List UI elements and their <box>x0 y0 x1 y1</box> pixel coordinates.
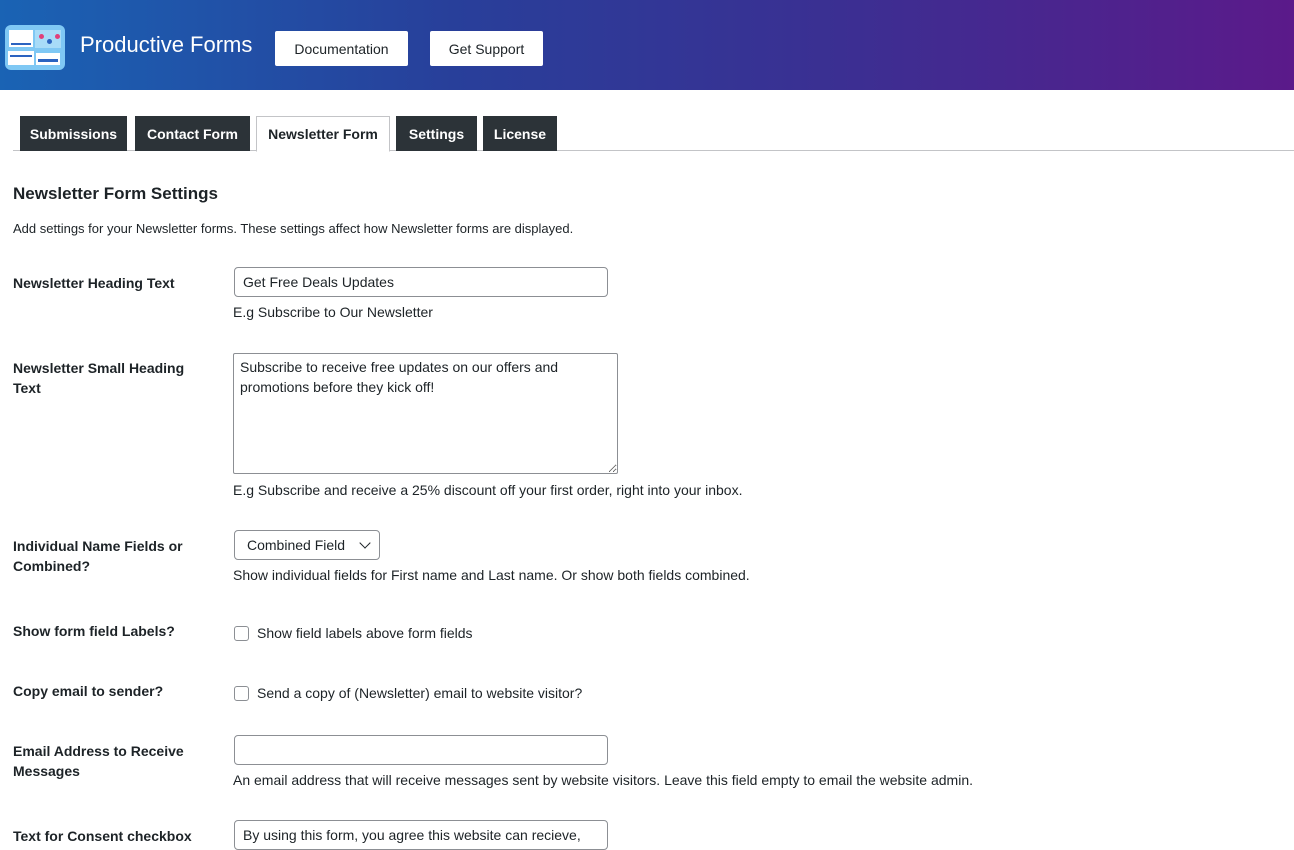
name-fields-label: Individual Name Fields or Combined? <box>13 538 183 574</box>
show-labels-checkbox-label[interactable]: Show field labels above form fields <box>257 625 473 641</box>
heading-text-label: Newsletter Heading Text <box>13 275 175 291</box>
tab-submissions[interactable]: Submissions <box>20 116 127 151</box>
receive-email-help: An email address that will receive messages sent by website visitors. Leave this field empty to email the website admin. <box>233 772 974 788</box>
consent-input[interactable]: By using this form, you agree this website can recieve, <box>234 820 608 850</box>
settings-tabs <box>13 115 1294 151</box>
consent-label: Text for Consent checkbox <box>13 828 192 844</box>
tab-newsletter-form[interactable]: Newsletter Form <box>256 116 390 152</box>
show-labels-checkbox[interactable] <box>234 626 249 641</box>
show-labels-label: Show form field Labels? <box>13 623 175 639</box>
heading-text-input[interactable]: Get Free Deals Updates <box>234 267 608 297</box>
name-fields-select[interactable] <box>234 530 380 560</box>
section-title: Newsletter Form Settings <box>13 184 218 203</box>
tab-contact-form[interactable]: Contact Form <box>135 116 250 151</box>
receive-email-input[interactable] <box>234 735 608 765</box>
copy-email-checkbox-label[interactable]: Send a copy of (Newsletter) email to website visitor? <box>257 685 583 701</box>
name-fields-help: Show individual fields for First name and Last name. Or show both fields combined. <box>233 567 750 583</box>
small-heading-label: Newsletter Small Heading Text <box>13 360 185 396</box>
copy-email-label: Copy email to sender? <box>13 683 164 699</box>
documentation-button[interactable]: Documentation <box>275 31 408 66</box>
tab-settings[interactable]: Settings <box>396 116 477 151</box>
small-heading-textarea[interactable]: Subscribe to receive free updates on our offers and promotions before they kick off! <box>233 353 618 474</box>
heading-text-help: E.g Subscribe to Our Newsletter <box>233 304 433 320</box>
app-header <box>0 0 1294 90</box>
small-heading-help: E.g Subscribe and receive a 25% discount off your first order, right into your inbox. <box>233 482 743 498</box>
name-fields-selected-value: Combined Field <box>247 537 346 553</box>
section-description: Add settings for your Newsletter forms. These settings affect how Newsletter forms are displayed. <box>13 221 574 236</box>
chevron-down-icon <box>359 537 370 548</box>
receive-email-label: Email Address to Receive Messages <box>13 743 184 779</box>
app-title: Productive Forms <box>80 32 253 57</box>
app-logo-icon <box>5 25 65 70</box>
get-support-button[interactable]: Get Support <box>430 31 543 66</box>
copy-email-checkbox[interactable] <box>234 686 249 701</box>
tab-license[interactable]: License <box>483 116 557 151</box>
